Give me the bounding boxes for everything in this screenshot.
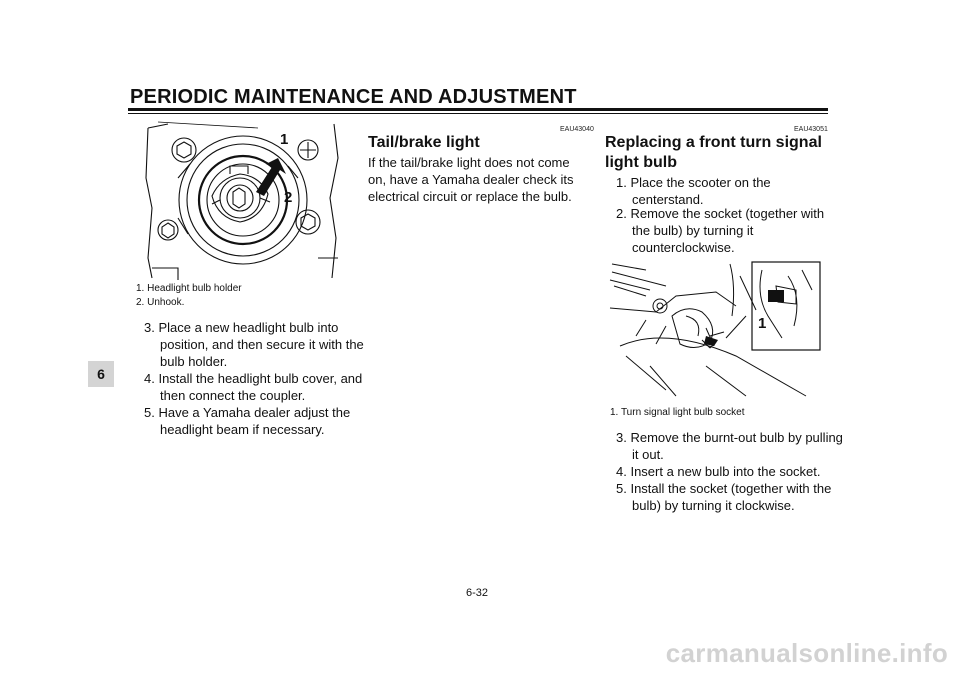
figure-caption: 1. Turn signal light bulb socket bbox=[610, 407, 745, 418]
figure-callout-2: 2 bbox=[284, 189, 293, 206]
figure-callout-1: 1 bbox=[758, 315, 767, 332]
watermark: carmanualsonline.info bbox=[665, 638, 948, 668]
header-rule bbox=[128, 108, 828, 111]
section-code: EAU43051 bbox=[794, 126, 828, 133]
header-rule-thin bbox=[128, 113, 828, 114]
section-code: EAU43040 bbox=[560, 126, 594, 133]
section-heading: Tail/brake light bbox=[368, 134, 480, 151]
page-title: PERIODIC MAINTENANCE AND ADJUSTMENT bbox=[130, 86, 577, 108]
step-item: 1. Place the scooter on the centerstand. bbox=[616, 175, 771, 207]
headlight-bulb-holder-figure bbox=[138, 118, 344, 280]
step-item: 2. Remove the socket (together with the bulb) by turning it counterclockwise. bbox=[616, 206, 825, 255]
step-item: 5. Install the socket (together with the bulb) by turning it clockwise. bbox=[616, 481, 832, 513]
figure-caption: 2. Unhook. bbox=[136, 297, 185, 308]
step-item: 4. Install the headlight bulb cover, and then connect the coupler. bbox=[144, 371, 363, 403]
step-item: 3. Place a new headlight bulb into position, and then secure it with the bulb holder. bbox=[144, 320, 364, 369]
step-item: 5. Have a Yamaha dealer adjust the headlight beam if necessary. bbox=[144, 405, 351, 437]
section-heading: Replacing a front turn signal light bulb bbox=[605, 134, 822, 171]
step-item: 4. Insert a new bulb into the socket. bbox=[616, 464, 821, 479]
figure-callout-1: 1 bbox=[280, 131, 289, 148]
turn-signal-socket-figure bbox=[606, 256, 826, 398]
page-number: 6-32 bbox=[466, 587, 489, 599]
body-text: If the tail/brake light does not come on, have a Yamaha dealer check its electrical circuit or replace the bulb. bbox=[368, 155, 574, 204]
figure-caption: 1. Headlight bulb holder bbox=[136, 283, 242, 294]
step-item: 3. Remove the burnt-out bulb by pulling it out. bbox=[616, 430, 843, 462]
chapter-tab: 6 bbox=[88, 361, 114, 387]
